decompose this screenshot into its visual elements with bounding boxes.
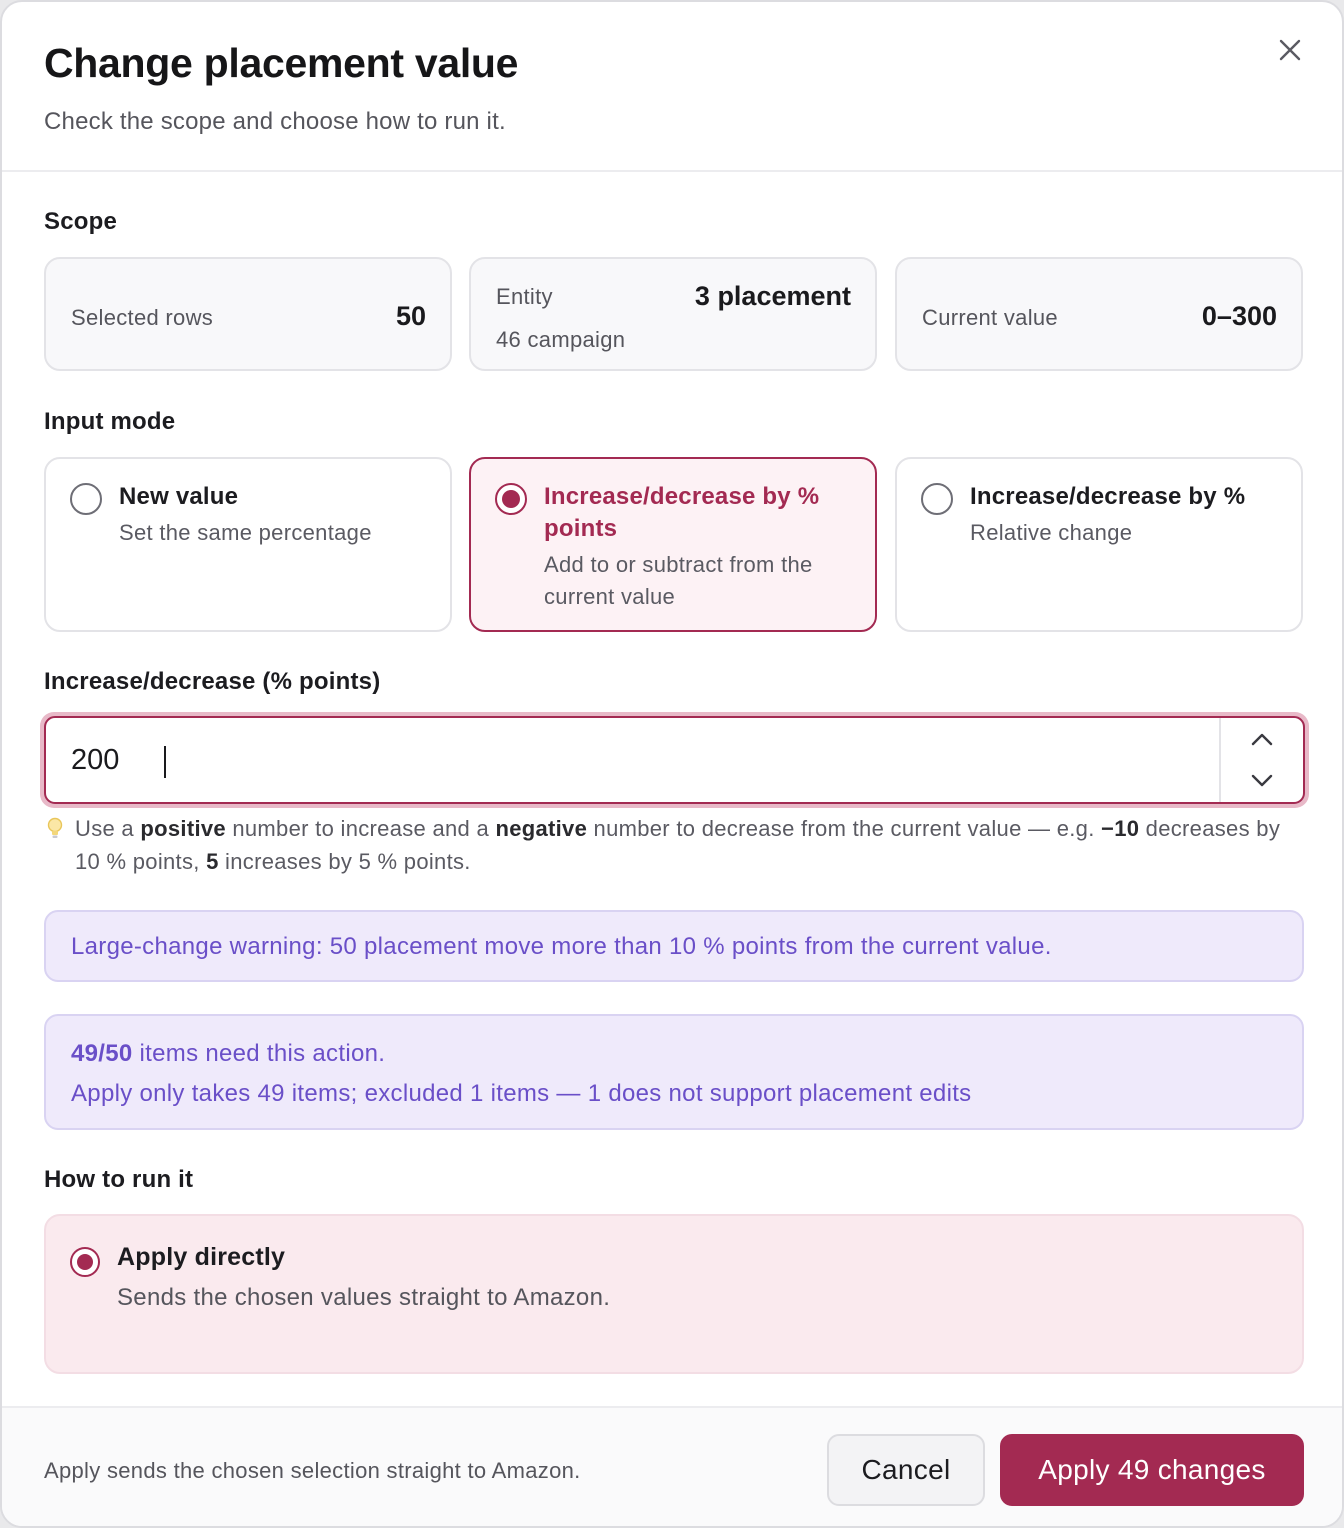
mode-description: Set the same percentage	[119, 520, 372, 545]
amount-hint: Use a positive number to increase and a negative number to decrease from the current value — e.g. −10 decreases by 10 % points, 5 increases by 5 % points.	[75, 816, 1281, 874]
stepper-controls	[1219, 718, 1303, 802]
decrement-button[interactable]	[1221, 760, 1303, 802]
eligibility-count: 49/50	[71, 1040, 133, 1067]
current-value-value: 0–300	[1201, 301, 1277, 331]
text-caret	[164, 746, 166, 778]
eligibility-info	[44, 1014, 1304, 1130]
scope-entity-card	[469, 257, 877, 371]
entity-label: Entity	[496, 284, 553, 309]
radio-percent-points[interactable]	[495, 483, 527, 515]
amount-field-focus-ring	[40, 712, 1309, 808]
lightbulb-icon	[46, 817, 64, 841]
chevron-down-icon	[1251, 774, 1273, 788]
scope-current-value-card	[895, 257, 1303, 371]
footer-note: Apply sends the chosen selection straight to Amazon.	[44, 1458, 581, 1483]
mode-option-percent-relative[interactable]	[895, 457, 1303, 632]
selected-rows-label: Selected rows	[71, 305, 214, 330]
input-mode-label: Input mode	[44, 408, 176, 435]
entity-value: 3 placement	[694, 281, 851, 311]
current-value-label: Current value	[922, 305, 1058, 330]
run-mode-label: How to run it	[44, 1166, 194, 1193]
increment-button[interactable]	[1221, 718, 1303, 760]
close-button[interactable]	[1272, 32, 1308, 68]
mode-description: Add to or subtract from the current value	[544, 552, 813, 609]
radio-percent-relative[interactable]	[921, 483, 953, 515]
scope-label: Scope	[44, 208, 118, 235]
eligibility-detail: Apply only takes 49 items; excluded 1 items — 1 does not support placement edits	[71, 1080, 972, 1107]
warning-text: Large-change warning: 50 placement move more than 10 % points from the current value.	[71, 933, 1052, 960]
mode-option-percent-points[interactable]	[469, 457, 877, 632]
apply-changes-button[interactable]: Apply 49 changes	[1000, 1434, 1304, 1506]
entity-secondary: 46 campaign	[496, 327, 626, 352]
large-change-warning	[44, 910, 1304, 982]
dialog-subtitle: Check the scope and choose how to run it.	[44, 108, 506, 135]
radio-apply-directly[interactable]	[70, 1247, 100, 1277]
close-icon	[1279, 39, 1301, 61]
run-option-description: Sends the chosen values straight to Amazon.	[117, 1284, 611, 1311]
amount-stepper	[44, 716, 1305, 804]
amount-input[interactable]	[46, 718, 1220, 802]
radio-new-value[interactable]	[70, 483, 102, 515]
mode-description: Relative change	[970, 520, 1133, 545]
mode-title: Increase/decrease by %	[970, 483, 1246, 510]
mode-title: Increase/decrease by % points	[544, 483, 820, 542]
selected-rows-value: 50	[395, 301, 426, 331]
dialog-footer	[2, 1406, 1342, 1526]
dialog-title: Change placement value	[44, 40, 519, 86]
scope-selected-rows-card	[44, 257, 452, 371]
mode-option-new-value[interactable]	[44, 457, 452, 632]
run-option-title: Apply directly	[117, 1243, 286, 1271]
run-option-apply-directly[interactable]	[44, 1214, 1304, 1374]
cancel-button[interactable]: Cancel	[827, 1434, 985, 1506]
chevron-up-icon	[1251, 732, 1273, 746]
mode-title: New value	[119, 483, 239, 510]
eligibility-summary: 49/50 items need this action.	[71, 1040, 386, 1067]
dialog-header	[2, 2, 1342, 172]
amount-label: Increase/decrease (% points)	[44, 668, 381, 695]
